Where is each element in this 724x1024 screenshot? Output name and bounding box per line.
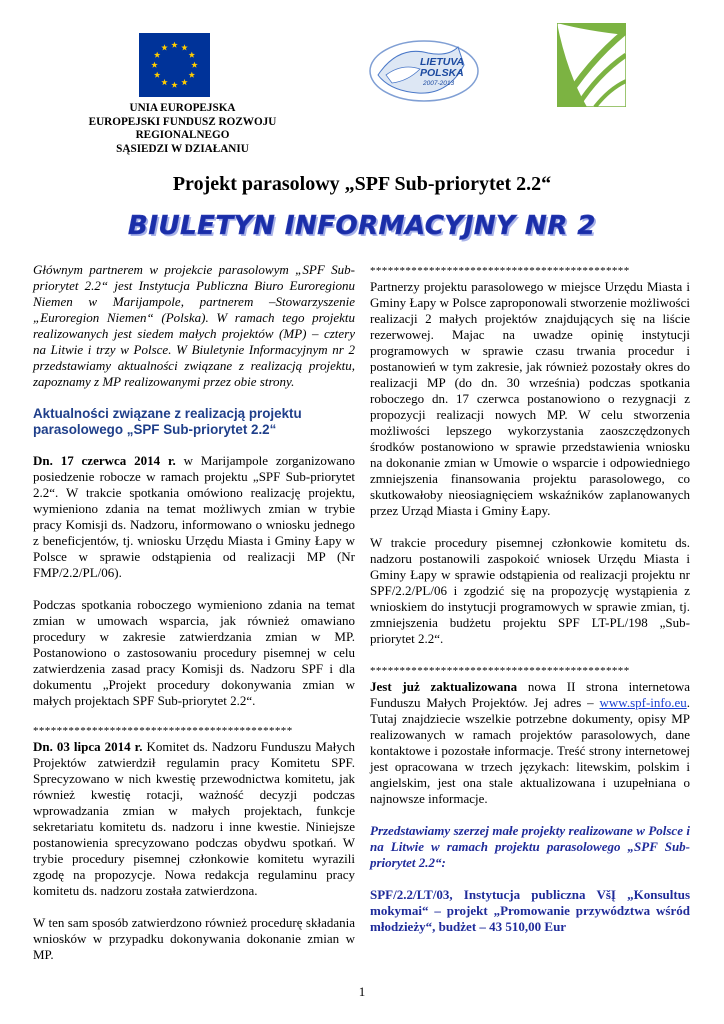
section-heading: Aktualności związane z realizacją projektu parasolowego „SPF Sub-priorytet 2.2“ bbox=[33, 406, 302, 437]
eu-flag-graphic bbox=[139, 33, 210, 97]
news-date: Dn. 03 lipca 2014 r. bbox=[33, 739, 143, 754]
eu-flag-logo bbox=[139, 33, 210, 97]
website-text-b: . Tutaj znajdziecie wszelkie potrzebne dokumenty, opisy MP realizowanych w ramach projektów parasolowych, dane kontaktowe i pozostałe informacje. Treść strony internetowej jest opracowana w trzech językach: litewskim, polskim i angielskim, jest ona stale aktualizowana i uzupełniana o najnowsze informacje. bbox=[370, 695, 690, 806]
news-paragraph-5: Partnerzy projektu parasolowego w miejsce Urzędu Miasta i Gminy Łapy w Polsce zaproponowali stworzenie możliwości realizacji 2 małych projektów znajdujących się na liście rezerwowej. Majac na uwadze opinię instytucji programowych w sprawie czasu trwania procedur i postanowień w tym zakresie, jak również pozostały okres do realizacji MP (do dn. 30 września) podczas spotkania roboczego dn. 17 czerwca postanowiono o rezygnacji z propozycji realizacji nowych MP. W celu stworzenia możliwości lepszego wykorzystania zaoszczędzonych środków postanowiono w sprawie przedstawienia wniosku na dokonanie zmian w Umowie o wsparcie i odpowiedniego zmniejszenia finansowania projektu parasolowego, co skutkowałoby nieosiagnięciem wskaźników zaplanowanych przez Urząd Miasta i Gminy Łapy. bbox=[370, 279, 690, 518]
news-paragraph-2: Podczas spotkania roboczego wymieniono zdania na temat zmian w umowach wsparcia, jak również omawiano procedury w zakresie zatwierdzania zmian w MP. Postanowiono o zastosowaniu procedury pisemnej w celu zatwierdzenia zasad pracy Komisji ds. Nadzoru SPF i dla dokumentu „Projekt procedury dokonywania zmian w małych projektach SPF Sub-priorytet 2.2“. bbox=[33, 597, 355, 708]
separator-stars: ******************************************** bbox=[370, 665, 630, 677]
intro-paragraph: Głównym partnerem w projekcie parasolowym „SPF Sub-priorytet 2.2“ jest Instytucja Publiczna Biuro Euroregionu Niemen w Marijampole, partnerem –Stowarzyszenie „Euroregion Niemen“ (Polska). W ramach tego projektu realizowanych jest siedem małych projektów (MP) – cztery na Litwie i trzy w Polsce. W Biuletynie Informacyjnym nr 2 przedstawiamy aktualności związane z realizacją projektu, zapoznamy z MP realizowanymi przez obie strony. bbox=[33, 262, 355, 389]
website-link[interactable]: www.spf-info.eu bbox=[599, 695, 687, 710]
right-column bbox=[370, 262, 690, 935]
website-lead: Jest już zaktualizowana bbox=[370, 679, 518, 694]
website-paragraph bbox=[370, 679, 690, 807]
separator-stars: ******************************************** bbox=[33, 725, 293, 737]
eu-caption-line: EUROPEJSKI FUNDUSZ ROZWOJU bbox=[88, 115, 277, 128]
news-paragraph-4: W ten sam sposób zatwierdzono również procedurę składania wniosków w przypadku dokonywania dokonanie zmian w MP. bbox=[33, 915, 355, 962]
news-text: Komitet ds. Nadzoru Funduszu Małych Projektów zatwierdził regulamin pracy Komitetu SPF. Sprecyzowano w nich kwestię przewodnictwa komitetu, jak również kwestię rotacji, ważność decyzji podczas wprowadzania zmian w małych projektach, funkcje sekretariatu komitetu ds. nadzoru i inne kwestie. Niniejsze postanowienia sprecyzowano podczas obydwu spotkań. W trybie procedury pisemnej członkowie komitetu wyrazili zgodę na propozycje. Nowa redakcja regulaminu pracy komitetu ds. nadzoru została zatwierdzona. bbox=[33, 739, 355, 898]
news-date: Dn. 17 czerwca 2014 r. bbox=[33, 453, 176, 468]
separator-stars: ******************************************** bbox=[370, 265, 630, 277]
logo-text-polska: POLSKA bbox=[420, 67, 464, 79]
euroregion-logo bbox=[557, 23, 626, 107]
bulletin-title: BIULETYN INFORMACYJNY NR 2 bbox=[128, 211, 596, 241]
left-column bbox=[33, 262, 355, 963]
project-title: Projekt parasolowy „SPF Sub-priorytet 2.2“ bbox=[172, 173, 552, 195]
logo-text-lietuva: LIETUVA bbox=[420, 56, 465, 68]
eu-caption bbox=[70, 102, 295, 156]
page-number: 1 bbox=[358, 984, 366, 999]
eu-caption-line: SĄSIEDZI W DZIAŁANIU bbox=[116, 142, 249, 155]
eu-caption-line: UNIA EUROPEJSKA bbox=[129, 102, 236, 114]
project-entry: SPF/2.2/LT/03, Instytucja publiczna VšĮ „Konsultus mokymai“ – projekt „Promowanie przywództwa wśród młodzieży“, budżet – 43 510,00 Eur bbox=[370, 887, 690, 934]
news-paragraph-3 bbox=[33, 739, 355, 899]
website-text-a: nowa II strona internetowa Funduszu Małych Projektów. Jej adres – bbox=[370, 679, 690, 710]
lietuva-polska-logo bbox=[368, 35, 480, 105]
logo-text-years: 2007-2013 bbox=[423, 80, 455, 87]
news-paragraph-6: W trakcie procedury pisemnej członkowie komitetu ds. nadzoru postanowili zaspokoić wniosek Urzędu Miasta i Gminy Łapy w sprawie odstąpienia od realizacji projektu nr SPF/2.2/PL/06 i zgodzić się na propozycję wystąpienia z wnioskiem do instytucji programowych w sprawie zmian, tj. zmniejszenia budżetu projektu SPF LT-PL/198 „Sub-priorytet 2.2“. bbox=[370, 535, 690, 646]
news-text: w Marijampole zorganizowano posiedzenie robocze w ramach projektu „SPF Sub-priorytet 2.2“. W trakcie spotkania omówiono realizację projektu, wymieniono zdania na temat możliwych zmian w trybie pracy Komisji ds. Nadzoru, informowano o wniosku jednego z beneficjentów, tj. wniosku Urzędu Miasta i Gminy Łapy w Polsce w sprawie odstąpienia od realizacji MP (Nr FMP/2.2/PL/06). bbox=[33, 453, 355, 580]
news-paragraph-1 bbox=[33, 453, 355, 581]
eu-caption-line: REGIONALNEGO bbox=[135, 129, 230, 141]
projects-intro: Przedstawiamy szerzej małe projekty realizowane w Polsce i na Litwie w ramach projektu parasolowego „SPF Sub-priorytet 2.2“: bbox=[370, 823, 690, 870]
